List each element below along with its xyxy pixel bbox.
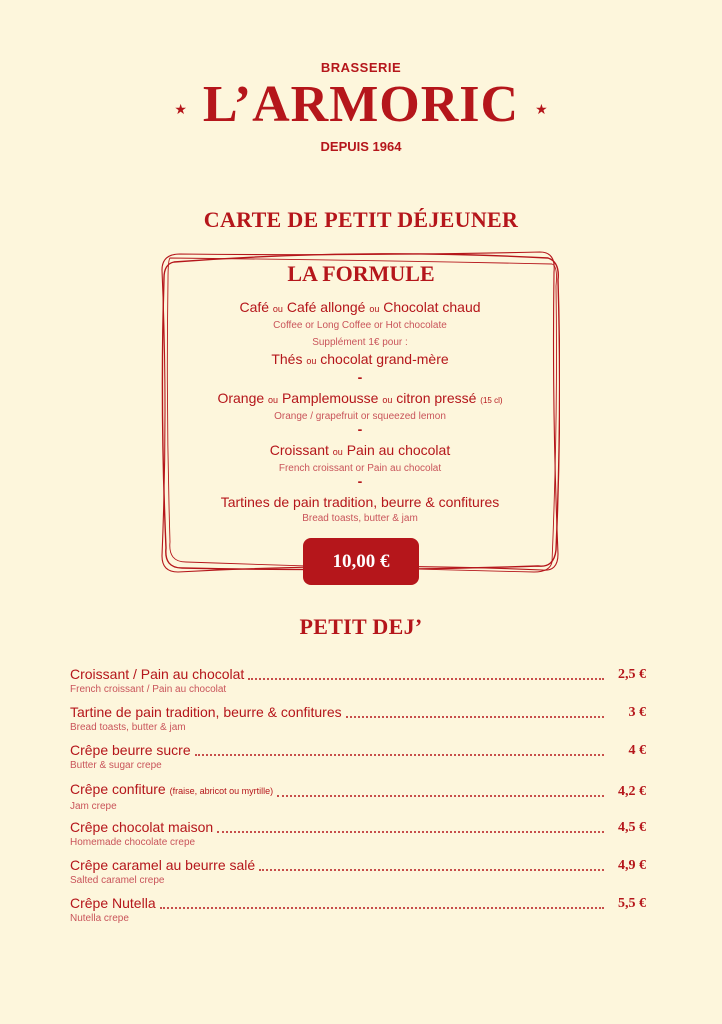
viennoiserie-croissant: Croissant xyxy=(269,442,329,458)
dot-leader xyxy=(346,713,604,718)
formule-hot-drinks xyxy=(165,298,555,319)
formule-hot-drinks-en: Coffee or Long Coffee or Hot chocolate xyxy=(273,320,447,331)
ou-word: ou xyxy=(272,304,283,314)
dot-leader xyxy=(195,751,604,756)
ou-word: ou xyxy=(382,395,393,405)
dot-leader xyxy=(160,904,604,909)
item-name: Crêpe Nutella xyxy=(70,895,156,912)
item-price: 4,5 € xyxy=(618,819,646,835)
formule-thes xyxy=(165,350,555,371)
item-name: Crêpe beurre sucre xyxy=(70,742,191,759)
separator-dash: - xyxy=(357,369,363,385)
viennoiserie-pain-chocolat: Pain au chocolat xyxy=(346,442,451,458)
formule-content xyxy=(165,298,555,525)
drink-chocolat-chaud: Chocolat chaud xyxy=(383,299,481,315)
list-item xyxy=(70,666,646,704)
dot-leader xyxy=(217,828,604,833)
list-item xyxy=(70,704,646,742)
jus-orange: Orange xyxy=(217,390,265,406)
formule-viennoiserie xyxy=(165,441,555,462)
item-price: 2,5 € xyxy=(618,667,646,682)
item-name: Croissant / Pain au chocolat xyxy=(70,666,245,682)
ou-word: ou xyxy=(369,304,380,314)
brand-header xyxy=(0,60,722,154)
item-name: Crêpe confiture (fraise, abricot ou myrtille) xyxy=(70,780,274,797)
list-item xyxy=(70,895,646,933)
ou-word: ou xyxy=(332,447,343,457)
star-icon: ★ xyxy=(535,100,548,117)
menu-items-list xyxy=(70,666,646,933)
formule-tartines: Tartines de pain tradition, beurre & confitures xyxy=(220,494,500,510)
jus-pamplemousse: Pamplemousse xyxy=(281,390,379,406)
formule-supplement: Supplément 1€ pour : xyxy=(312,337,408,348)
list-item xyxy=(70,857,646,895)
list-item xyxy=(70,742,646,780)
formule-title: LA FORMULE xyxy=(287,261,435,286)
brand-subtitle: BRASSERIE xyxy=(320,60,402,75)
dot-leader xyxy=(248,675,604,680)
carte-title: CARTE DE PETIT DÉJEUNER xyxy=(203,207,519,232)
brand-since: DEPUIS 1964 xyxy=(320,139,402,154)
formule-tartines-en: Bread toasts, butter & jam xyxy=(302,513,418,524)
ou-word: ou xyxy=(268,395,279,405)
drink-cafe-allonge: Café allongé xyxy=(286,299,366,315)
item-price: 4,2 € xyxy=(618,783,646,799)
drink-chocolat-grand-mere: chocolat grand-mère xyxy=(320,351,449,367)
jus-citron: citron pressé xyxy=(396,390,477,406)
item-price: 4,9 € xyxy=(618,857,646,873)
formule-jus xyxy=(165,389,555,410)
list-item xyxy=(70,781,646,819)
item-name: Tartine de pain tradition, beurre & confitures xyxy=(70,704,342,721)
item-translation: Bread toasts, butter & jam xyxy=(70,722,186,734)
star-icon: ★ xyxy=(174,100,187,117)
item-price: 5,5 € xyxy=(618,896,646,912)
petit-dej-title: PETIT DEJ’ xyxy=(299,614,423,639)
item-translation: Nutella crepe xyxy=(70,913,129,925)
formule-price-badge: 10,00 € xyxy=(303,538,419,585)
ou-word: ou xyxy=(306,356,317,366)
item-translation: Butter & sugar crepe xyxy=(70,760,162,772)
brand-name: L’ARMORIC xyxy=(202,76,520,133)
dot-leader xyxy=(259,866,604,871)
item-name: Crêpe chocolat maison xyxy=(70,818,214,835)
item-translation: Homemade chocolate crepe xyxy=(70,836,196,848)
item-name: Crêpe caramel au beurre salé xyxy=(70,856,256,873)
drink-thes: Thés xyxy=(271,351,303,367)
item-price: 3 € xyxy=(628,705,646,721)
brand-row xyxy=(0,77,722,133)
separator-dash: - xyxy=(357,473,363,489)
dot-leader xyxy=(277,792,604,797)
list-item xyxy=(70,819,646,857)
jus-volume: (15 cl) xyxy=(480,396,503,405)
item-translation: Salted caramel crepe xyxy=(70,874,165,886)
item-price: 4 € xyxy=(628,743,646,759)
item-note: (fraise, abricot ou myrtille) xyxy=(169,785,274,796)
formule-viennoiserie-en: French croissant or Pain au chocolat xyxy=(278,463,442,474)
separator-dash: - xyxy=(357,421,363,437)
drink-cafe: Café xyxy=(239,299,270,315)
item-translation: French croissant / Pain au chocolat xyxy=(70,684,227,695)
formule-jus-en: Orange / grapefruit or squeezed lemon xyxy=(274,411,446,422)
item-translation: Jam crepe xyxy=(70,800,117,812)
